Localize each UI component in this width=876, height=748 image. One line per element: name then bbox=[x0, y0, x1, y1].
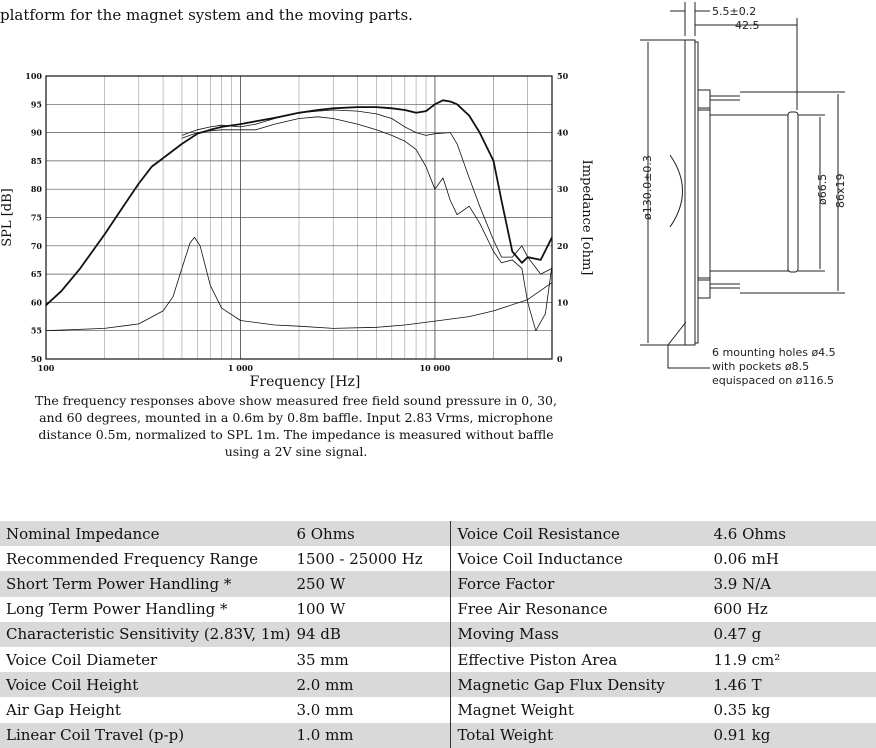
note-line-2: with pockets ø8.5 bbox=[712, 360, 810, 373]
x-tick-label: 10 000 bbox=[419, 363, 451, 373]
spec-row bbox=[0, 546, 876, 571]
spec-row bbox=[0, 647, 876, 672]
rear-cap bbox=[788, 112, 798, 272]
spec-label: Free Air Resonance bbox=[451, 597, 708, 622]
y2-axis-label: Impedance [ohm] bbox=[579, 159, 594, 276]
frequency-response-chart bbox=[0, 60, 600, 390]
spec-value: 1.0 mm bbox=[290, 723, 451, 748]
spec-value: 0.06 mH bbox=[713, 549, 779, 568]
y-tick-label: 80 bbox=[30, 184, 42, 195]
y-tick-label: 95 bbox=[30, 99, 42, 110]
spec-label: Short Term Power Handling * bbox=[0, 571, 290, 596]
x-axis-label: Frequency [Hz] bbox=[249, 374, 361, 390]
y2-tick-label: 30 bbox=[557, 184, 569, 195]
series-line-3 bbox=[182, 117, 552, 331]
dim-magnet-diameter: ø66.5 bbox=[816, 173, 829, 205]
spec-label: Force Factor bbox=[451, 571, 708, 596]
y-tick-label: 60 bbox=[30, 297, 42, 308]
spec-value: 11.9 cm² bbox=[713, 650, 781, 669]
terminal-bottom bbox=[698, 278, 710, 298]
spec-label: Magnetic Gap Flux Density bbox=[451, 672, 708, 697]
y2-tick-label: 20 bbox=[557, 240, 569, 251]
y-axis-label: SPL [dB] bbox=[0, 188, 15, 247]
spec-value: 0.35 kg bbox=[713, 700, 771, 719]
y-tick-label: 90 bbox=[30, 127, 42, 138]
y-tick-label: 75 bbox=[30, 212, 42, 223]
spec-value: 0.47 g bbox=[707, 622, 876, 647]
rear-plate bbox=[698, 108, 710, 280]
spec-label: Recommended Frequency Range bbox=[6, 549, 259, 568]
y2-tick-label: 40 bbox=[557, 127, 569, 138]
y2-tick-label: 10 bbox=[557, 297, 569, 308]
spec-row bbox=[0, 622, 876, 647]
flange-outline bbox=[685, 40, 695, 345]
spec-value: 2.0 mm bbox=[290, 672, 451, 697]
spec-value: 94 dB bbox=[290, 622, 451, 647]
dim-outer-diameter: ø130.0±0.3 bbox=[641, 155, 654, 220]
y2-tick-label: 50 bbox=[557, 71, 569, 81]
y-tick-label: 65 bbox=[30, 269, 42, 280]
spec-label: Characteristic Sensitivity (2.83V, 1m) bbox=[0, 622, 290, 647]
y-tick-label: 55 bbox=[30, 325, 42, 336]
spec-label: Air Gap Height bbox=[6, 700, 121, 719]
spec-label: Voice Coil Inductance bbox=[451, 546, 708, 571]
dim-thickness: 5.5±0.2 bbox=[712, 5, 757, 18]
y-tick-label: 85 bbox=[30, 155, 42, 166]
dim-depth: 42.5 bbox=[735, 19, 760, 32]
spec-row bbox=[0, 697, 876, 722]
spec-label: Voice Coil Height bbox=[0, 672, 290, 697]
dome-arc bbox=[670, 155, 683, 227]
dimension-drawing bbox=[600, 0, 876, 400]
spec-label: Moving Mass bbox=[451, 622, 708, 647]
y-tick-label: 100 bbox=[25, 71, 42, 81]
x-tick-label: 100 bbox=[37, 363, 55, 373]
spec-value: 0.91 kg bbox=[707, 723, 876, 748]
spec-value: 6 Ohms bbox=[290, 521, 451, 546]
chart-caption: The frequency responses above show measured free field sound pressure in 0, 30, and 60 degrees, mounted in a 0.6m by 0.8m baffle. Input 2.83 Vrms, microphone distance 0.5m, normalized to SPL 1m. The impedance is measured without baffle using a 2V sine signal. bbox=[35, 393, 557, 459]
intro-line: platform for the magnet system and the moving parts. bbox=[0, 6, 413, 24]
spec-row bbox=[0, 597, 876, 622]
spec-label: Voice Coil Resistance bbox=[451, 521, 708, 546]
note-line-1: 6 mounting holes ø4.5 bbox=[712, 346, 836, 359]
spec-value: 1500 - 25000 Hz bbox=[296, 549, 423, 568]
spec-value: 250 W bbox=[290, 571, 451, 596]
y-tick-label: 70 bbox=[30, 240, 42, 251]
x-tick-label: 1 000 bbox=[227, 363, 253, 373]
spec-label: Long Term Power Handling * bbox=[6, 600, 228, 619]
dim-rear-size: 86x19 bbox=[834, 173, 847, 208]
spec-table bbox=[0, 521, 876, 748]
y2-tick-label: 0 bbox=[557, 354, 563, 364]
spec-row bbox=[0, 723, 876, 748]
spec-row bbox=[0, 672, 876, 697]
spec-row bbox=[0, 521, 876, 546]
note-line-3: equispaced on ø116.5 bbox=[712, 374, 834, 387]
spec-value: 3.0 mm bbox=[296, 700, 354, 719]
spec-row bbox=[0, 571, 876, 596]
spec-label: Magnet Weight bbox=[451, 697, 708, 722]
spec-value: 600 Hz bbox=[713, 600, 768, 619]
magnet-body bbox=[710, 115, 788, 271]
spec-value: 35 mm bbox=[296, 650, 349, 669]
spec-value: 100 W bbox=[296, 600, 346, 619]
spec-label: Linear Coil Travel (p-p) bbox=[0, 723, 290, 748]
y-tick-label: 50 bbox=[30, 354, 42, 364]
terminal-top bbox=[698, 90, 710, 110]
spec-value: 3.9 N/A bbox=[707, 571, 876, 596]
spec-label: Nominal Impedance bbox=[0, 521, 290, 546]
spec-value: 1.46 T bbox=[707, 672, 876, 697]
spec-label: Total Weight bbox=[451, 723, 708, 748]
series-line-2 bbox=[182, 110, 552, 274]
spec-value: 4.6 Ohms bbox=[707, 521, 876, 546]
spec-label: Voice Coil Diameter bbox=[6, 650, 158, 669]
spec-label: Effective Piston Area bbox=[451, 647, 708, 672]
